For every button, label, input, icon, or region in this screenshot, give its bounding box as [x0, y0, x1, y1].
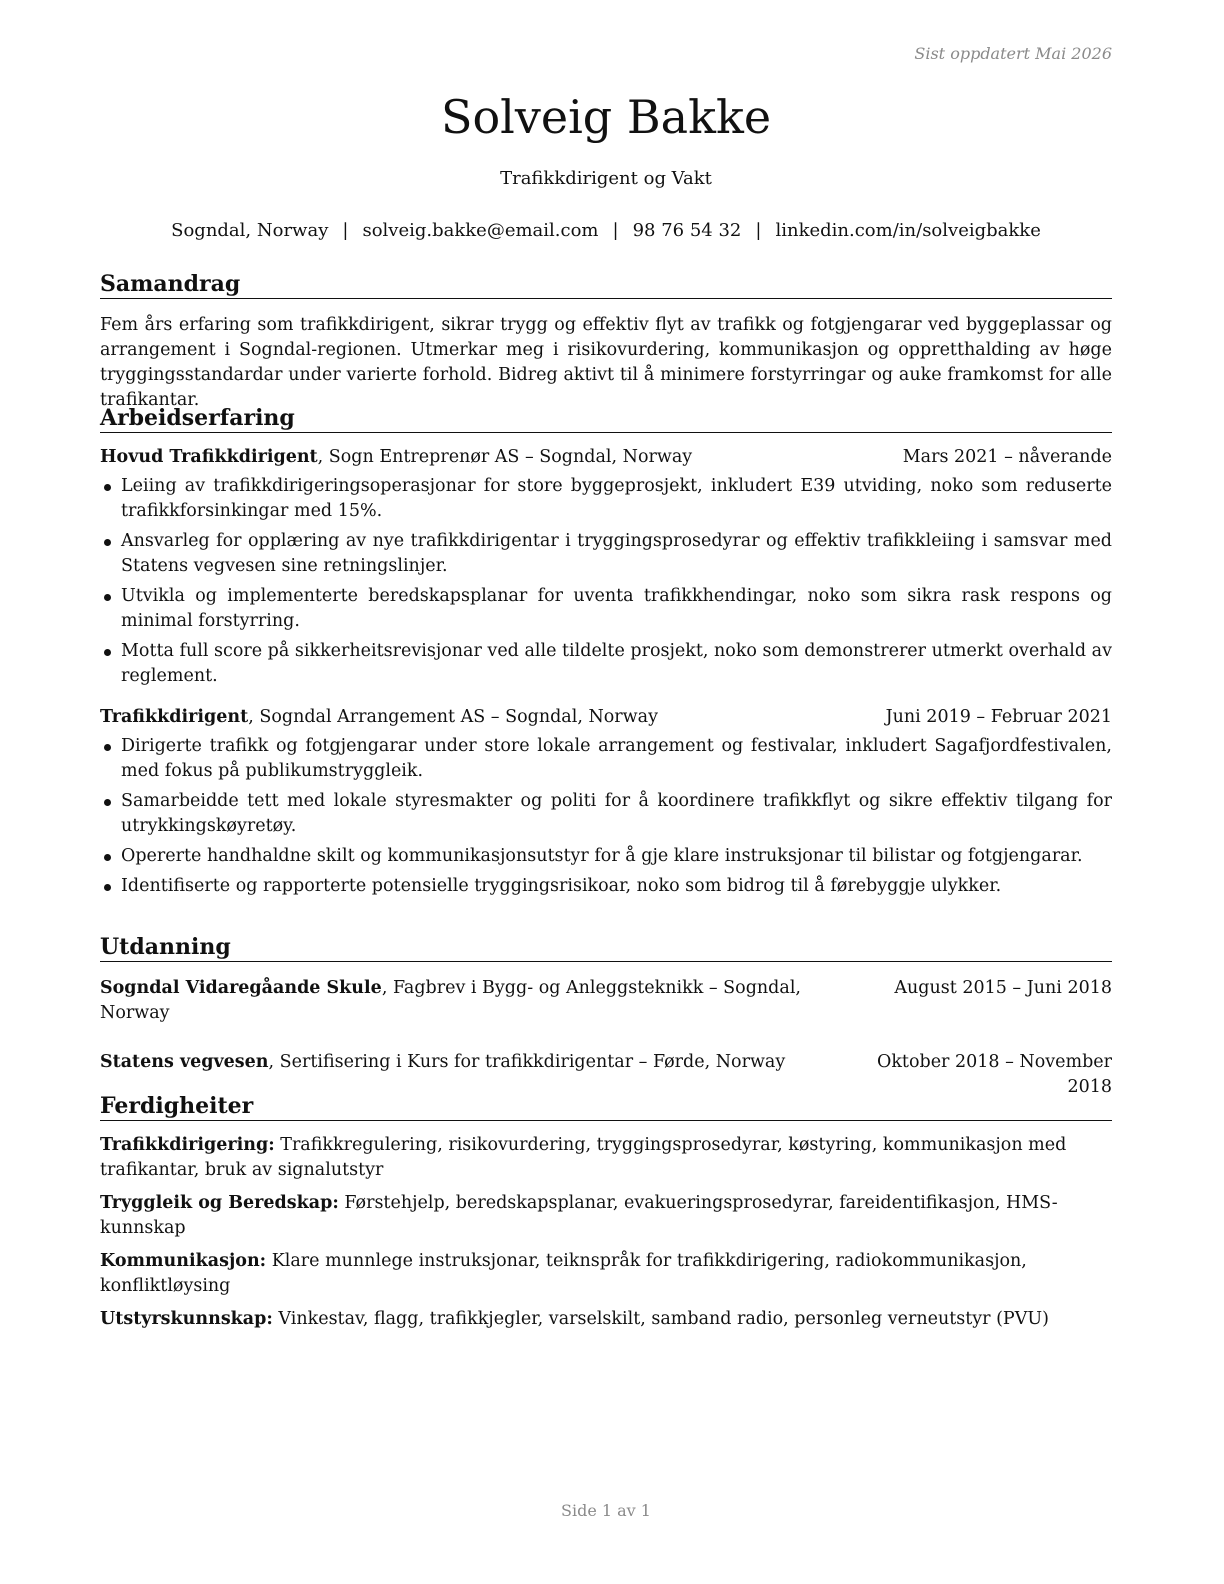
skill-row	[100, 1249, 1112, 1299]
list-item: Leiing av trafikkdirigeringsoperasjonar for store byggeprosjekt, inkludert E39 utviding, noko som reduserte trafikkforsinkingar med 15%.	[100, 474, 1112, 524]
education-entry	[100, 976, 1112, 1026]
skill-label: Utstyrskunnskap:	[100, 1309, 273, 1329]
skills-title: Ferdigheiter	[100, 1092, 1112, 1121]
skill-value: Klare munnlege instruksjonar, teiknspråk for trafikkdirigering, radiokommunikasjon, konfliktløysing	[100, 1251, 1027, 1296]
contact-separator: |	[342, 220, 349, 241]
contact-location: Sogndal, Norway	[171, 220, 329, 241]
job-entry	[100, 445, 1112, 689]
education-section	[100, 933, 1112, 1100]
education-title: Utdanning	[100, 933, 1112, 962]
education-school: Sogndal Vidaregåande Skule	[100, 978, 382, 998]
contact-linkedin[interactable]: linkedin.com/in/solveigbakke	[775, 220, 1041, 241]
job-header	[100, 705, 1112, 730]
job-header	[100, 445, 1112, 470]
skill-value: Førstehjelp, beredskapsplanar, evakueringsprosedyrar, fareidentifikasjon, HMS-kunnskap	[100, 1193, 1058, 1238]
job-title-line	[100, 705, 658, 730]
skill-label: Tryggleik og Beredskap:	[100, 1193, 339, 1213]
education-detail: , Sertifisering i Kurs for trafikkdirigentar – Førde, Norway	[268, 1052, 786, 1072]
skill-value: Trafikkregulering, risikovurdering, tryggingsprosedyrar, køstyring, kommunikasjon med trafikantar, bruk av signalutstyr	[100, 1135, 1067, 1180]
contact-separator: |	[612, 220, 619, 241]
contact-email[interactable]: solveig.bakke@email.com	[362, 220, 599, 241]
education-school: Statens vegvesen	[100, 1052, 269, 1072]
job-position: Hovud Trafikkdirigent	[100, 447, 318, 467]
skill-row	[100, 1307, 1112, 1332]
list-item: Identifiserte og rapporterte potensielle tryggingsrisikoar, noko som bidrog til å førebyggje ulykker.	[100, 874, 1112, 899]
skill-value: Vinkestav, flagg, trafikkjegler, varselskilt, samband radio, personleg verneutstyr (PVU)	[272, 1309, 1049, 1329]
list-item: Opererte handhaldne skilt og kommunikasjonsutstyr for å gje klare instruksjonar til bilistar og fotgjengarar.	[100, 844, 1112, 869]
resume-page	[100, 0, 1112, 1584]
summary-section	[100, 270, 1112, 413]
education-school-line	[100, 976, 874, 1026]
education-detail: , Fagbrev i Bygg- og Anleggsteknikk – Sogndal, Norway	[100, 978, 801, 1023]
job-company: , Sogn Entreprenør AS – Sogndal, Norway	[317, 447, 693, 467]
job-company: , Sogndal Arrangement AS – Sogndal, Norway	[248, 707, 658, 727]
candidate-name: Solveig Bakke	[440, 90, 772, 144]
skill-row	[100, 1133, 1112, 1183]
list-item: Utvikla og implementerte beredskapsplanar for uventa trafikkhendingar, noko som sikra rask respons og minimal forstyrring.	[100, 584, 1112, 634]
page-number: Side 1 av 1	[561, 1501, 651, 1520]
skill-row	[100, 1191, 1112, 1241]
summary-title: Samandrag	[100, 270, 1112, 299]
education-school-line	[100, 1050, 785, 1075]
skills-section	[100, 1092, 1112, 1340]
list-item: Motta full score på sikkerheitsrevisjonar ved alle tildelte prosjekt, noko som demonstrerer utmerkt overhald av reglement.	[100, 639, 1112, 689]
last-updated: Sist oppdatert Mai 2026	[914, 44, 1112, 63]
list-item: Dirigerte trafikk og fotgjengarar under store lokale arrangement og festivalar, inkludert Sagafjordfestivalen, med fokus på publikumstryggleik.	[100, 734, 1112, 784]
job-bullets	[100, 474, 1112, 689]
contact-phone: 98 76 54 32	[632, 220, 742, 241]
summary-text: Fem års erfaring som trafikkdirigent, sikrar trygg og effektiv flyt av trafikk og fotgjengarar ved byggeplassar og arrangement i Sogndal-regionen. Utmerkar meg i risikovurdering, kommunikasjon og oppretthalding av høge tryggingsstandardar under varierte forhold. Bidreg aktivt til å minimere forstyrringar og auke framkomst for alle trafikantar.	[100, 315, 1112, 410]
education-dates: Oktober 2018 – November 2018	[876, 1052, 1112, 1097]
list-item: Ansvarleg for opplæring av nye trafikkdirigentar i tryggingsprosedyrar og effektiv trafikkleiing i samsvar med Statens vegvesen sine retningslinjer.	[100, 529, 1112, 579]
list-item: Samarbeidde tett med lokale styresmakter og politi for å koordinere trafikkflyt og sikre effektiv tilgang for utrykkingskøyretøy.	[100, 789, 1112, 839]
skill-label: Trafikkdirigering:	[100, 1135, 275, 1155]
job-bullets	[100, 734, 1112, 899]
job-dates: Juni 2019 – Februar 2021	[885, 707, 1112, 727]
experience-section	[100, 404, 1112, 904]
contact-separator: |	[755, 220, 762, 241]
job-position: Trafikkdirigent	[100, 707, 249, 727]
contact-line	[100, 219, 1112, 243]
experience-title: Arbeidserfaring	[100, 404, 1112, 433]
job-title-line	[100, 445, 692, 470]
job-entry	[100, 705, 1112, 899]
skill-label: Kommunikasjon:	[100, 1251, 267, 1271]
candidate-role: Trafikkdirigent og Vakt	[500, 168, 712, 189]
job-dates: Mars 2021 – nåverande	[902, 447, 1112, 467]
education-dates: August 2015 – Juni 2018	[894, 978, 1112, 998]
